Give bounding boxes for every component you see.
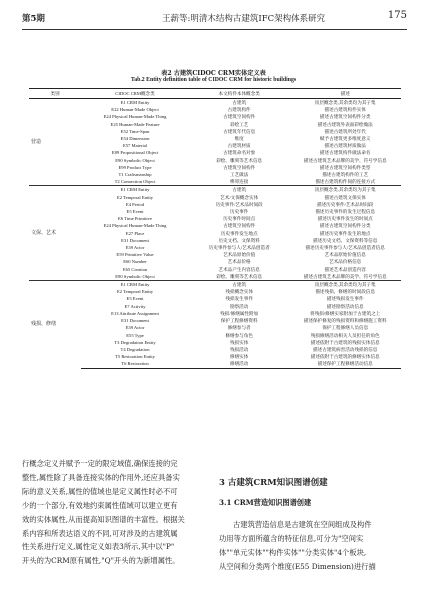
crm-class-cell: E65 Creation xyxy=(122,266,148,272)
crm-class-cell: E39 Actor xyxy=(125,325,145,331)
table-row xyxy=(29,324,401,331)
crm-class-cell: E54 Dimension xyxy=(120,136,150,142)
ontology-class-cell: 残损发生事件 xyxy=(225,296,253,302)
description-cell: 描述古建筑艺术品牌的美学、符号学信息 xyxy=(303,273,387,279)
ontology-class-cell: 历史文档、文保资料 xyxy=(218,237,260,243)
running-title: 王薪等:明清木结构古建筑IFC架构体系研究 xyxy=(162,14,326,24)
running-header xyxy=(22,10,407,24)
header-rule xyxy=(22,29,407,30)
ontology-class-cell: 勘察活动 xyxy=(229,303,249,309)
description-cell: 描述勘察活动信息 xyxy=(326,303,364,309)
ontology-class-cell: 古建筑空间构件 xyxy=(223,164,256,170)
description-cell: 描述历史事件发生的地点 xyxy=(319,230,371,236)
description-cell: 描述依附于古建筑的残损实体信息 xyxy=(310,339,380,345)
ontology-class-cell: 古建筑命名对象 xyxy=(223,150,256,156)
description-cell: 描述古建筑构件实体 xyxy=(324,107,366,113)
ontology-class-cell: 工艺做法 xyxy=(229,172,249,178)
description-cell: 描述古建筑文保实体 xyxy=(324,194,366,200)
table-row xyxy=(29,113,401,120)
text-line: 开头的为CRM原有属性,"Q"开头的为新增属性。 xyxy=(22,556,180,566)
crm-class-cell: E99 Product Type xyxy=(118,164,152,170)
description-cell: 顶层概念类,其余类均为其子集 xyxy=(289,281,401,289)
crm-class-cell: E25 Human-Made Feature xyxy=(110,121,160,127)
ontology-class-cell: 维度 xyxy=(234,136,244,142)
ontology-class-cell: 古建筑年代信息 xyxy=(223,128,256,134)
page-number: 175 xyxy=(387,10,407,21)
description-cell: 描述古建筑空间构件分类 xyxy=(319,223,371,229)
table-row xyxy=(29,288,401,295)
crm-class-cell: E13 Attribute Assignment xyxy=(111,310,159,316)
description-cell: 描述古建筑所处年代 xyxy=(324,128,366,134)
table-row xyxy=(29,135,401,142)
description-cell: 顶层概念类,其余类均为其子集 xyxy=(289,186,401,194)
crm-class-cell: E5 Event xyxy=(126,209,144,215)
crm-class-cell: E6 Time Primitive xyxy=(118,216,152,222)
issue-label: 第5期 xyxy=(22,14,45,24)
table-row xyxy=(29,266,401,273)
table-caption-en: Tab.2 Entity definition table of CIDOC CRM for historic buildings xyxy=(130,77,297,83)
ontology-class-cell: 艺术品价格 xyxy=(227,259,251,265)
description-cell: 将残损/修缮实家附加于古建筑之上 xyxy=(310,310,381,316)
text-line: 际的意义关系,属性的值域也是定义属性时必不可 xyxy=(22,486,178,496)
table-row xyxy=(29,128,401,135)
ontology-class-cell: 历史事件 xyxy=(229,209,249,215)
table-row xyxy=(29,121,401,128)
crm-class-cell: E4 Period xyxy=(125,201,145,207)
description-cell: 描述历史事件参与人/艺术品创造者信息 xyxy=(305,245,385,251)
ontology-class-cell: 修缮活动 xyxy=(189,360,289,368)
ontology-class-cell: 历史事件时间点 xyxy=(223,216,256,222)
crm-class-cell: E2 Temporal Entity xyxy=(116,289,154,295)
table-row xyxy=(29,303,401,310)
crm-class-cell: E59 Primitive Value xyxy=(116,252,154,258)
description-cell: 艺术品价格信息 xyxy=(329,259,362,265)
table-row xyxy=(29,295,401,302)
column-header: CIDOC CRM概念类 xyxy=(81,89,189,99)
table-caption-cn: 表2 古建筑CIDOC CRM实体定义表 xyxy=(161,70,266,77)
text-line: 古建筑营造信息是古建筑在空间组成及构件 xyxy=(233,520,372,529)
ontology-class-cell: 古建筑空间构件 xyxy=(223,114,256,120)
ontology-class-cell: 修缮参与角色 xyxy=(225,332,253,338)
table-row xyxy=(29,157,401,164)
ontology-class-cell: 彩绘工艺 xyxy=(229,121,249,127)
column-header: 描述 xyxy=(289,89,401,99)
ontology-class-cell: 残损/修缮属性附加 xyxy=(220,310,259,316)
description-cell: 残损修缮活动相关人员担任的角色 xyxy=(310,332,380,338)
crm-class-cell: E22 Human-Made Object xyxy=(111,107,159,113)
ontology-class-cell: 保护工程修缮资料 xyxy=(220,318,258,324)
text-line: 行概念定义并赋予一定的限定域值,确保连接的完 xyxy=(22,459,178,468)
crm-class-cell: E2 Temporal Entity xyxy=(116,194,154,200)
description-cell: 描述历史事件的发生过程信息 xyxy=(315,209,376,215)
text-line: 功用等方面所蕴含的特征信息,可分为"空间实 xyxy=(219,533,364,543)
crm-class-cell: E27 Place xyxy=(125,230,145,236)
description-cell: 保护工程修缮人员信息 xyxy=(322,325,369,331)
table-row xyxy=(29,201,401,208)
entity-definition-table xyxy=(29,88,401,369)
ontology-class-cell: 历史事件发生地点 xyxy=(220,230,258,236)
description-cell: 描述古建筑空间构件类型 xyxy=(319,164,371,170)
text-line: 整性,属性除了具备连接实体的作用外,还应具备实 xyxy=(22,472,180,482)
table-row xyxy=(29,178,401,186)
ontology-class-cell: 古建筑构件 xyxy=(227,107,251,113)
description-cell: 描述历史事件/艺术品时间段 xyxy=(316,201,374,207)
crm-class-cell: T3 Degradation Entity xyxy=(114,339,156,345)
column-header: 本文构件本体概念类 xyxy=(189,89,289,99)
ontology-class-cell: 古建筑 xyxy=(189,99,289,107)
crm-class-cell: T6 Restoration xyxy=(81,360,189,368)
table-row xyxy=(29,244,401,251)
table-row xyxy=(29,353,401,360)
table-row xyxy=(29,222,401,229)
table-row xyxy=(29,208,401,215)
ontology-class-cell: 历史事件/艺术品时间段 xyxy=(215,201,263,207)
table-row xyxy=(29,317,401,324)
table-row xyxy=(29,273,401,281)
crm-class-cell: E5 Event xyxy=(126,296,144,302)
description-cell: 描述古建筑材质做法 xyxy=(324,143,366,149)
table-row xyxy=(29,142,401,149)
crm-class-cell: E24 Physical Human-Made Thing xyxy=(103,114,167,120)
crm-class-cell: T1 Craftsmanship xyxy=(118,172,152,178)
ontology-class-cell: 古建筑材质 xyxy=(227,143,251,149)
crm-class-cell: E39 Actor xyxy=(125,245,145,251)
text-line: 体""单元实体""构件实体""分类实体"4个板块, xyxy=(219,547,367,557)
crm-class-cell: T2 Connection Object xyxy=(114,179,156,185)
description-cell: 描述保护修复的残损资料和修缮施工资料 xyxy=(303,318,387,324)
table-row xyxy=(29,171,401,178)
description-cell: 描述历史事件发生的时间点 xyxy=(317,216,373,222)
description-cell: 描述古建筑构件做法命名 xyxy=(319,150,371,156)
crm-class-cell: E31 Document xyxy=(121,237,149,243)
table-row xyxy=(29,251,401,258)
description-cell: 描述艺术品创造内容 xyxy=(324,266,366,272)
crm-class-cell: E55 Type xyxy=(126,332,144,338)
table-row xyxy=(29,258,401,265)
ontology-class-cell: 艺术品产生内容信息 xyxy=(218,266,260,272)
text-line: 性关系进行定义,属性定义如表3所示,其中以"P" xyxy=(22,542,175,552)
crm-class-cell: E60 Number xyxy=(123,259,147,265)
description-cell: 描述残损发生事件 xyxy=(326,296,364,302)
text-line: 系内容和所表达语义的不同,可对涉及的古建筑属 xyxy=(22,528,178,538)
description-cell: 描述古建筑病害活动残损的信息 xyxy=(313,346,378,352)
ontology-class-cell: 残损实体 xyxy=(229,339,249,345)
table-row xyxy=(29,149,401,156)
right-column-text xyxy=(219,518,407,574)
table-row xyxy=(29,194,401,201)
ontology-class-cell: 残损概念实体 xyxy=(225,289,253,295)
table-row xyxy=(29,106,401,113)
description-cell: 描述古建筑构件间的连接方式 xyxy=(315,179,376,185)
table-row xyxy=(29,186,401,194)
crm-class-cell: E90 Symbolic Object xyxy=(115,157,155,163)
description-cell: 顶层概念类,其余类均为其子集 xyxy=(289,99,401,107)
ontology-class-cell: 修缮实体 xyxy=(229,354,249,360)
crm-class-cell: E52 Time-Span xyxy=(120,128,150,134)
ontology-class-cell: 艺术品原始价值 xyxy=(223,252,256,258)
ontology-class-cell: 古建筑空间构件 xyxy=(223,223,256,229)
subsection-heading: 3.1 CRM营造知识图谱创建 xyxy=(219,498,312,507)
text-line: 从空间和分类两个维度(E55 Dimension)进行描 xyxy=(219,561,376,571)
ontology-class-cell: 历史事件参与人/艺术品创造者 xyxy=(208,245,270,251)
ontology-class-cell: 古建筑 xyxy=(189,281,289,289)
text-line: 少的一个部分,有效地约束属性值域可以建立更有 xyxy=(22,500,178,510)
table-row xyxy=(29,215,401,222)
description-cell: 描述保护工程修缮活动信息 xyxy=(289,360,401,368)
table-row xyxy=(29,99,401,107)
description-cell: 艺术品原始价值信息 xyxy=(324,252,366,258)
table-row xyxy=(29,164,401,171)
crm-class-cell: E1 CRM Entity xyxy=(81,99,189,107)
category-cell: 残损、修缮 xyxy=(29,281,81,368)
crm-class-cell: E90 Symbolic Object xyxy=(115,273,155,279)
category-cell: 营造 xyxy=(29,99,81,186)
section-heading: 3 古建筑CRM知识图谱创建 xyxy=(219,478,328,488)
crm-class-cell: E24 Physical Human-Made Thing xyxy=(103,223,167,229)
description-cell: 描述依附于古建筑的修缮实体信息 xyxy=(310,354,380,360)
crm-class-cell: E89 Propositional Object xyxy=(111,150,159,156)
table-row xyxy=(29,346,401,353)
table-row xyxy=(29,237,401,244)
table-row xyxy=(29,230,401,237)
ontology-class-cell: 彩绘、雕刻等艺术信息 xyxy=(216,157,263,163)
table-row xyxy=(29,339,401,346)
column-header: 类别 xyxy=(29,89,81,99)
category-cell: 文保、艺术 xyxy=(29,186,81,281)
ontology-class-cell: 残损活动 xyxy=(229,346,249,352)
description-cell: 描述历史文档、文保资料等信息 xyxy=(313,237,378,243)
description-cell: 描述古建筑艺术品牌的美学、符号学信息 xyxy=(303,157,387,163)
crm-class-cell: T5 Restoration Entity xyxy=(115,354,155,360)
ontology-class-cell: 彩绘、雕刻等艺术信息 xyxy=(216,273,263,279)
description-cell: 赋予古建筑更多维度意义 xyxy=(319,136,371,142)
ontology-class-cell: 修缮参与者 xyxy=(227,325,251,331)
table-row xyxy=(29,332,401,339)
table-row xyxy=(29,360,401,368)
description-cell: 描述古建筑外表面彩绘做法 xyxy=(317,121,373,127)
ontology-class-cell: 古建筑 xyxy=(189,186,289,194)
description-cell: 描述残损、修缮的时间段信息 xyxy=(315,289,376,295)
crm-class-cell: E31 Document xyxy=(121,318,149,324)
description-cell: 描述古建筑构件的工艺 xyxy=(322,172,369,178)
ontology-class-cell: 艺术/文保概念实体 xyxy=(220,194,259,200)
crm-class-cell: T4 Degradation xyxy=(120,346,150,352)
description-cell: 描述古建筑空间构件分类 xyxy=(319,114,371,120)
ontology-class-cell: 榫卯连接 xyxy=(229,179,249,185)
table-row xyxy=(29,281,401,289)
table-row xyxy=(29,310,401,317)
crm-class-cell: E1 CRM Entity xyxy=(81,281,189,289)
crm-class-cell: E7 Activity xyxy=(124,303,146,309)
crm-class-cell: E1 CRM Entity xyxy=(81,186,189,194)
left-column-text xyxy=(22,457,204,568)
text-line: 效的实体属性,从而提高知识图谱的丰富性。根据关 xyxy=(22,514,185,524)
crm-class-cell: E57 Material xyxy=(122,143,148,149)
table-header-row xyxy=(29,89,401,99)
